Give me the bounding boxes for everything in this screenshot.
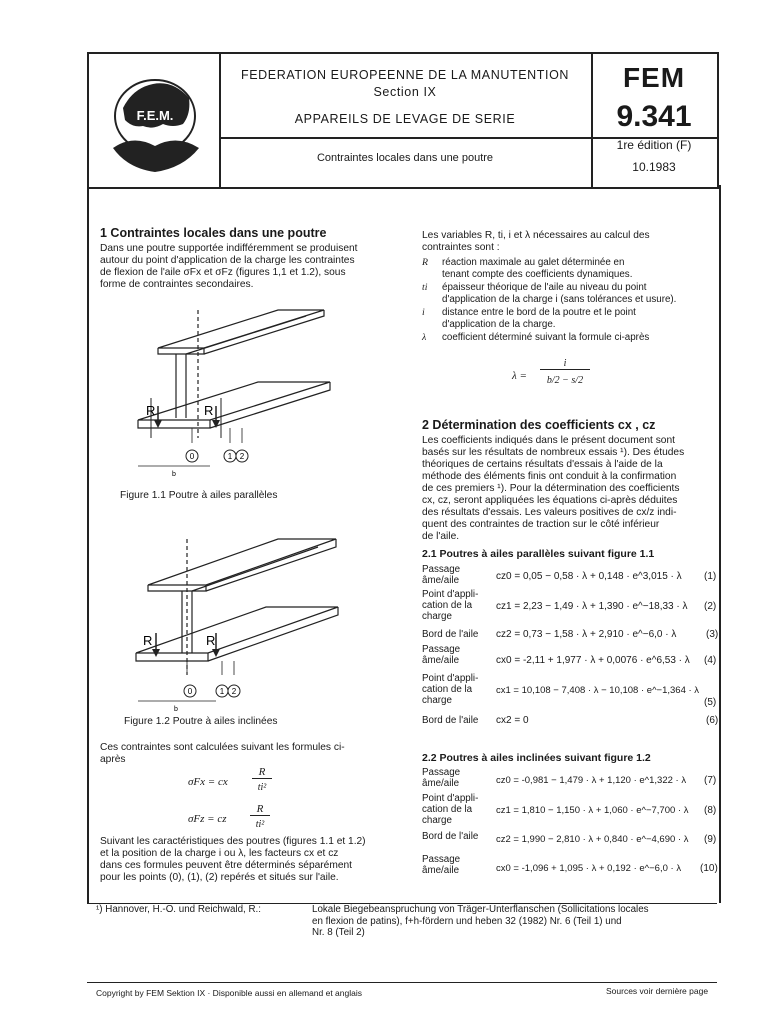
eq9-num: (9) — [704, 834, 717, 845]
fig2-point-2: 2 — [231, 687, 237, 696]
eq6-label: Bord de l'aile — [422, 715, 479, 726]
var-lambda: λ coefficient déterminé suivant la formule ci-après — [422, 332, 650, 343]
eq8-num: (8) — [704, 805, 717, 816]
section2-text: Les coefficients indiqués dans le présent document sont basés sur les résultats de nombreux essais ¹). Des études théoriques de certains résultats d'essais à l'aide de la méthode des éléments finis ont conduit à la confirmation de ces premiers ¹). Pour la détermination des coefficients cx, cz, seront appliquées les équations ci-après déduites des résultats d'essais. Les valeurs positives de cx/z indi- quent des contraintes de traction sur le côté inférieur de l'aile. — [422, 435, 685, 542]
eq5: cx1 = 10,108 − 7,408 · λ − 10,108 · e^−1,364 · λ — [496, 685, 700, 696]
eq6: cx2 = 0 — [496, 715, 529, 726]
eq2: cz1 = 2,23 − 1,49 · λ + 1,390 · e^−18,33 · λ — [496, 601, 688, 612]
eq7-num: (7) — [704, 775, 717, 786]
eq4: cx0 = -2,11 + 1,977 · λ + 0,0076 · e^6,53 · λ — [496, 655, 690, 666]
eq7: cz0 = -0,981 − 1,479 · λ + 1,120 · e^1,322 · λ — [496, 775, 687, 786]
eq9-label: Bord de l'aile — [422, 831, 479, 842]
section-label: Section IX — [373, 85, 437, 99]
fig1-r-left: R — [146, 403, 156, 418]
sigma-fz-formula: σFz = cz — [188, 813, 227, 825]
edition-label: 1re édition (F) — [616, 138, 692, 152]
doc-number: 9.341 — [616, 100, 692, 133]
fem-logo — [103, 68, 207, 178]
fem-label: FEM — [622, 62, 686, 93]
sigma-fz-num: R — [250, 803, 270, 816]
variables-intro: Les variables R, ti, i et λ nécessaires au calcul des contraintes sont : — [422, 230, 650, 253]
fig1-point-0: 0 — [189, 452, 195, 461]
footnote-text: Lokale Biegebeanspruchung von Träger-Unterflanschen (Sollicitations locales en flexion de patins), f+h-fördern und heben 32 (1982) Nr. 6 (Teil 1) und Nr. 8 (Teil 2) — [312, 904, 649, 938]
lambda-num: i — [540, 358, 590, 370]
eq2-num: (2) — [704, 601, 717, 612]
sigma-fx-formula: σFx = cx — [188, 776, 228, 788]
date-label: 10.1983 — [632, 160, 676, 174]
sigma-fx-den: ti² — [257, 782, 267, 793]
eq7-label: Passage âme/aile — [422, 767, 461, 789]
eq1-num: (1) — [704, 571, 717, 582]
sigma-fz-den: ti² — [255, 819, 265, 830]
org-name: FEDERATION EUROPEENNE DE LA MANUTENTION — [240, 68, 570, 82]
group-label: APPAREILS DE LEVAGE DE SERIE — [294, 112, 516, 126]
section2-title: 2 Détermination des coefficients cx , cz — [422, 418, 656, 432]
sigma-fx-num: R — [252, 766, 272, 779]
eq2-label: Point d'appli- cation de la charge — [422, 589, 479, 622]
subsection-2-1: 2.1 Poutres à ailes parallèles suivant figure 1.1 — [422, 548, 655, 560]
copyright: Copyright by FEM Sektion IX · Disponible aussi en allemand et anglais — [96, 988, 362, 998]
fig2-r-left: R — [143, 633, 153, 648]
logo-text: F.E.M. — [136, 108, 174, 123]
var-r: R réaction maximale au galet déterminée en tenant compte des coefficients dynamiques. — [422, 257, 633, 280]
subsection-2-2: 2.2 Poutres à ailes inclinées suivant figure 1.2 — [422, 752, 651, 764]
eq6-num: (6) — [706, 715, 719, 726]
eq4-label: Passage âme/aile — [422, 644, 461, 666]
footnote-ref: ¹) Hannover, H.-O. und Reichwald, R.: — [96, 904, 261, 915]
figure-1-1-drawing — [118, 298, 398, 488]
eq8: cz1 = 1,810 − 1,150 · λ + 1,060 · e^−7,700 · λ — [496, 805, 689, 816]
eq3: cz2 = 0,73 − 1,58 · λ + 2,910 · e^−6,0 · λ — [496, 629, 677, 640]
eq10: cx0 = -1,096 + 1,095 · λ + 0,192 · e^−6,0 · λ — [496, 863, 682, 874]
eq10-num: (10) — [700, 863, 718, 874]
section1-title: 1 Contraintes locales dans une poutre — [100, 226, 327, 240]
sources-note: Sources voir dernière page — [606, 986, 709, 996]
eq3-num: (3) — [706, 629, 719, 640]
fig1-point-2: 2 — [239, 452, 245, 461]
figure-1-1-caption: Figure 1.1 Poutre à ailes parallèles — [120, 490, 278, 501]
figure-1-2-caption: Figure 1.2 Poutre à ailes inclinées — [124, 716, 278, 727]
fig2-point-0: 0 — [187, 687, 193, 696]
eq3-label: Bord de l'aile — [422, 629, 479, 640]
fig2-point-1: 1 — [219, 687, 225, 696]
section1-text: Dans une poutre supportée indifféremment se produisent autour du point d'application de la charge les contraintes de flexion de l'aile σFx et σFz (figures 1,1 et 1.2), sous forme de contraintes secondaires. — [100, 243, 358, 290]
eq4-num: (4) — [704, 655, 717, 666]
lambda-formula: λ = — [512, 370, 527, 382]
var-ti: ti épaisseur théorique de l'aile au niveau du point d'application de la charge i (sans tolérances et usure). — [422, 282, 677, 305]
fig1-r-right: R — [204, 403, 214, 418]
fig2-r-right: R — [206, 633, 216, 648]
eq9: cz2 = 1,990 − 2,810 · λ + 0,840 · e^−4,690 · λ — [496, 834, 689, 845]
subject-label: Contraintes locales dans une poutre — [316, 152, 494, 164]
eq5-num: (5) — [704, 697, 717, 708]
formula-intro: Ces contraintes sont calculées suivant les formules ci- après — [100, 742, 345, 765]
lambda-den: b/2 − s/2 — [546, 375, 584, 386]
figure-1-2-drawing — [118, 525, 398, 715]
var-i: i distance entre le bord de la poutre et le point d'application de la charge. — [422, 307, 636, 330]
bottom-divider — [87, 982, 717, 983]
eq10-label: Passage âme/aile — [422, 854, 461, 876]
eq5-label: Point d'appli- cation de la charge — [422, 673, 479, 706]
closing-text: Suivant les caractéristiques des poutres (figures 1.1 et 1.2) et la position de la charge i ou λ, les facteurs cx et cz dans ces formules peuvent être déterminés séparément pour les points (0), (1), (2) repérés et situés sur l'aile. — [100, 836, 366, 883]
eq1-label: Passage âme/aile — [422, 564, 461, 586]
variables-list — [422, 257, 712, 344]
fig1-b-label: b — [172, 471, 176, 478]
eq8-label: Point d'appli- cation de la charge — [422, 793, 479, 826]
header-box — [87, 52, 719, 189]
fig1-point-1: 1 — [227, 452, 233, 461]
fig2-b-label: b — [174, 706, 178, 713]
eq1: cz0 = 0,05 − 0,58 · λ + 0,148 · e^3,015 · λ — [496, 571, 682, 582]
